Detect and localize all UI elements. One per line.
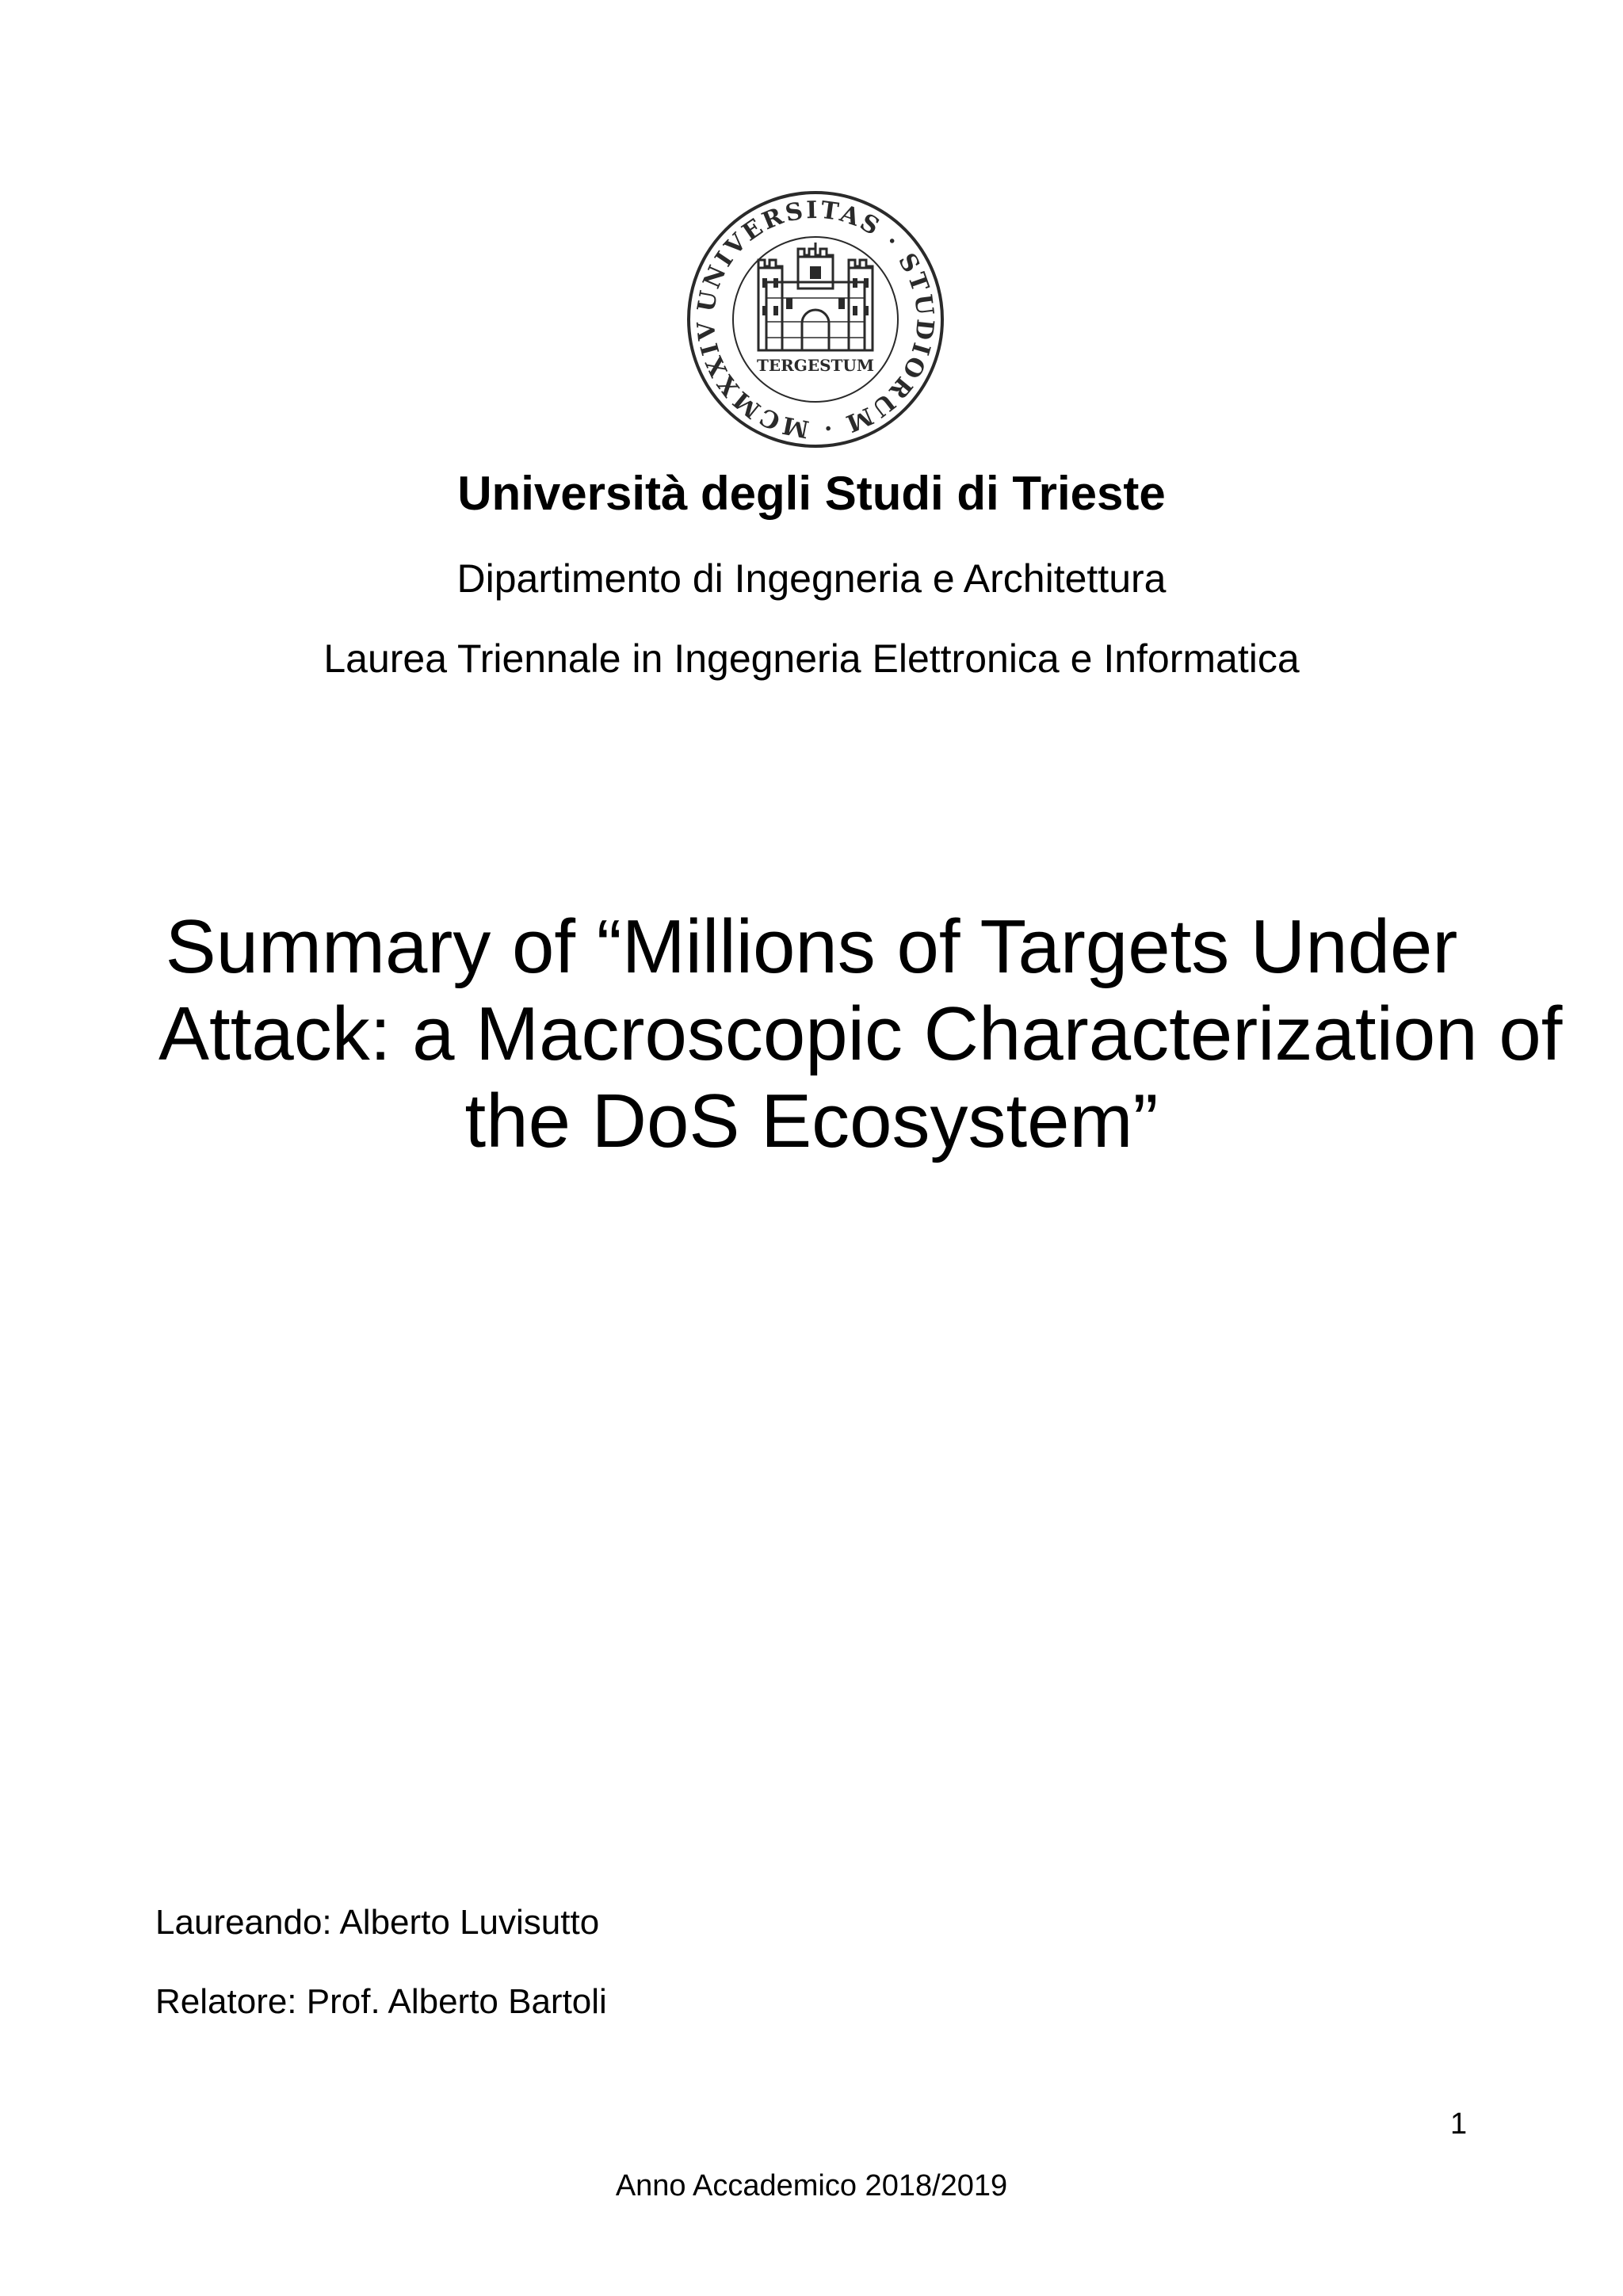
seal-outer-text: UNIVERSITAS · STUDIORUM · MCMXXIV [692, 196, 939, 443]
university-seal-icon [683, 187, 948, 452]
seal-inner-text: TERGESTUM [757, 356, 874, 375]
title-line-2: Attack: a Macroscopic Characterization of [158, 991, 1563, 1076]
svg-text:UNIVERSITAS · STUDIORUM · MCMX [692, 197, 938, 443]
department-name: Dipartimento di Ingegneria e Architettura [456, 556, 1167, 601]
candidate-name: Laureando: Alberto Luvisutto [155, 1903, 600, 1942]
university-name: Università degli Studi di Trieste [457, 467, 1166, 520]
degree-course: Laurea Triennale in Ingegneria Elettronica e Informatica [323, 636, 1300, 681]
document-title [158, 904, 1563, 1165]
academic-year: Anno Accademico 2018/2019 [615, 2169, 1008, 2202]
supervisor-name: Relatore: Prof. Alberto Bartoli [155, 1982, 607, 2021]
page-number: 1 [1450, 2107, 1468, 2141]
title-line-3: the DoS Ecosystem” [464, 1079, 1159, 1163]
title-line-1: Summary of “Millions of Targets Under [165, 904, 1458, 989]
